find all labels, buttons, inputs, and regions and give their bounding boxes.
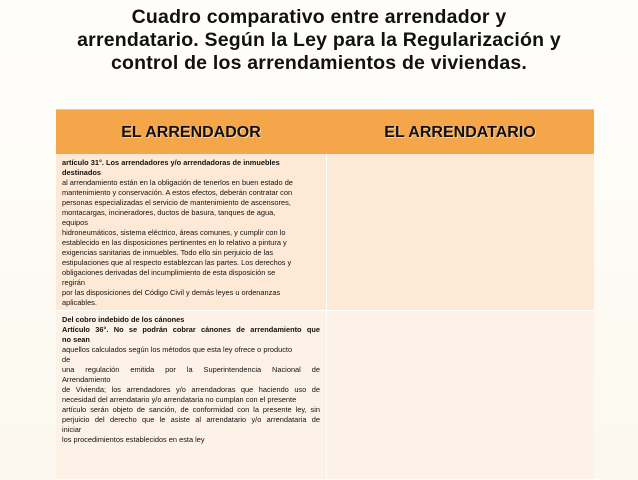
cell-line: perjuicio del derecho que le asiste al arrendatario y/o arrendataria de — [62, 415, 320, 424]
cell-line: de — [62, 355, 71, 364]
cell-line: montacargas, incineradores, ductos de basura, tanques de agua, — [62, 208, 276, 217]
cell-line: necesidad del arrendatario y/o arrendataria no cumplan con el presente — [62, 395, 297, 404]
cell-line: Arrendamiento — [62, 375, 111, 384]
table-row — [56, 154, 594, 311]
cell-line: mantenimiento y conservación. A estos efectos, deberán contratar con — [62, 188, 293, 197]
header-arrendador: EL ARRENDADOR — [121, 124, 261, 141]
cell-bold-line: no sean — [62, 335, 90, 344]
cell-line: una regulación emitida por la Superintendencia Nacional de — [62, 365, 320, 374]
table-header-row — [56, 109, 594, 156]
title-line-1: Cuadro comparativo entre arrendador y — [131, 6, 507, 28]
cell-bold-line: Del cobro indebido de los cánones — [62, 315, 185, 324]
cell-bold-line: destinados — [62, 168, 102, 177]
column-divider — [326, 154, 327, 310]
column-divider — [326, 311, 327, 479]
cell-line: artículo serán objeto de sanción, de conformidad con la presente ley, sin — [62, 405, 320, 414]
arrendador-cell-row1 — [62, 158, 320, 308]
cell-bold-line: artículo 31°. Los arrendadores y/o arrendadoras de inmuebles — [62, 158, 280, 167]
header-arrendatario: EL ARRENDATARIO — [384, 124, 536, 141]
cell-line: establecido en las disposiciones pertinentes en lo relativo a pintura y — [62, 238, 287, 247]
cell-line: aplicables. — [62, 298, 97, 307]
cell-line: hidroneumáticos, sistema eléctrico, áreas comunes, y cumplir con lo — [62, 228, 286, 237]
title-line-2: arrendatario. Según la Ley para la Regularización y — [77, 29, 561, 51]
cell-line: iniciar — [62, 425, 82, 434]
cell-line: los procedimientos establecidos en esta ley — [62, 435, 205, 444]
cell-line: obligaciones derivadas del incumplimiento de esta disposición se — [62, 268, 276, 277]
cell-line: personas especializadas el servicio de mantenimiento de ascensores, — [62, 198, 291, 207]
cell-line: regirán — [62, 278, 86, 287]
cell-line: exigencias sanitarias de inmuebles. Todo ello sin perjuicio de las — [62, 248, 274, 257]
cell-line: estipulaciones que al respecto establezcan las partes. Los derechos y — [62, 258, 292, 267]
table-row — [56, 311, 594, 480]
cell-bold-line: Artículo 36°. No se podrán cobrar cánones de arrendamiento que — [62, 325, 320, 334]
cell-line: por las disposiciones del Código Civil y demás leyes u ordenanzas — [62, 288, 281, 297]
arrendador-cell-row2 — [62, 315, 320, 445]
slide-title — [20, 6, 618, 75]
cell-line: aquellos calculados según los métodos que esta ley ofrece o producto — [62, 345, 293, 354]
cell-line: equipos — [62, 218, 88, 227]
cell-line: al arrendamiento están en la obligación de tenerlos en buen estado de — [62, 178, 293, 187]
comparison-table — [56, 109, 594, 479]
cell-line: de Vivienda; los arrendadores y/o arrendadoras que haciendo uso de — [62, 385, 320, 394]
title-line-3: control de los arrendamientos de viviendas. — [110, 52, 528, 74]
